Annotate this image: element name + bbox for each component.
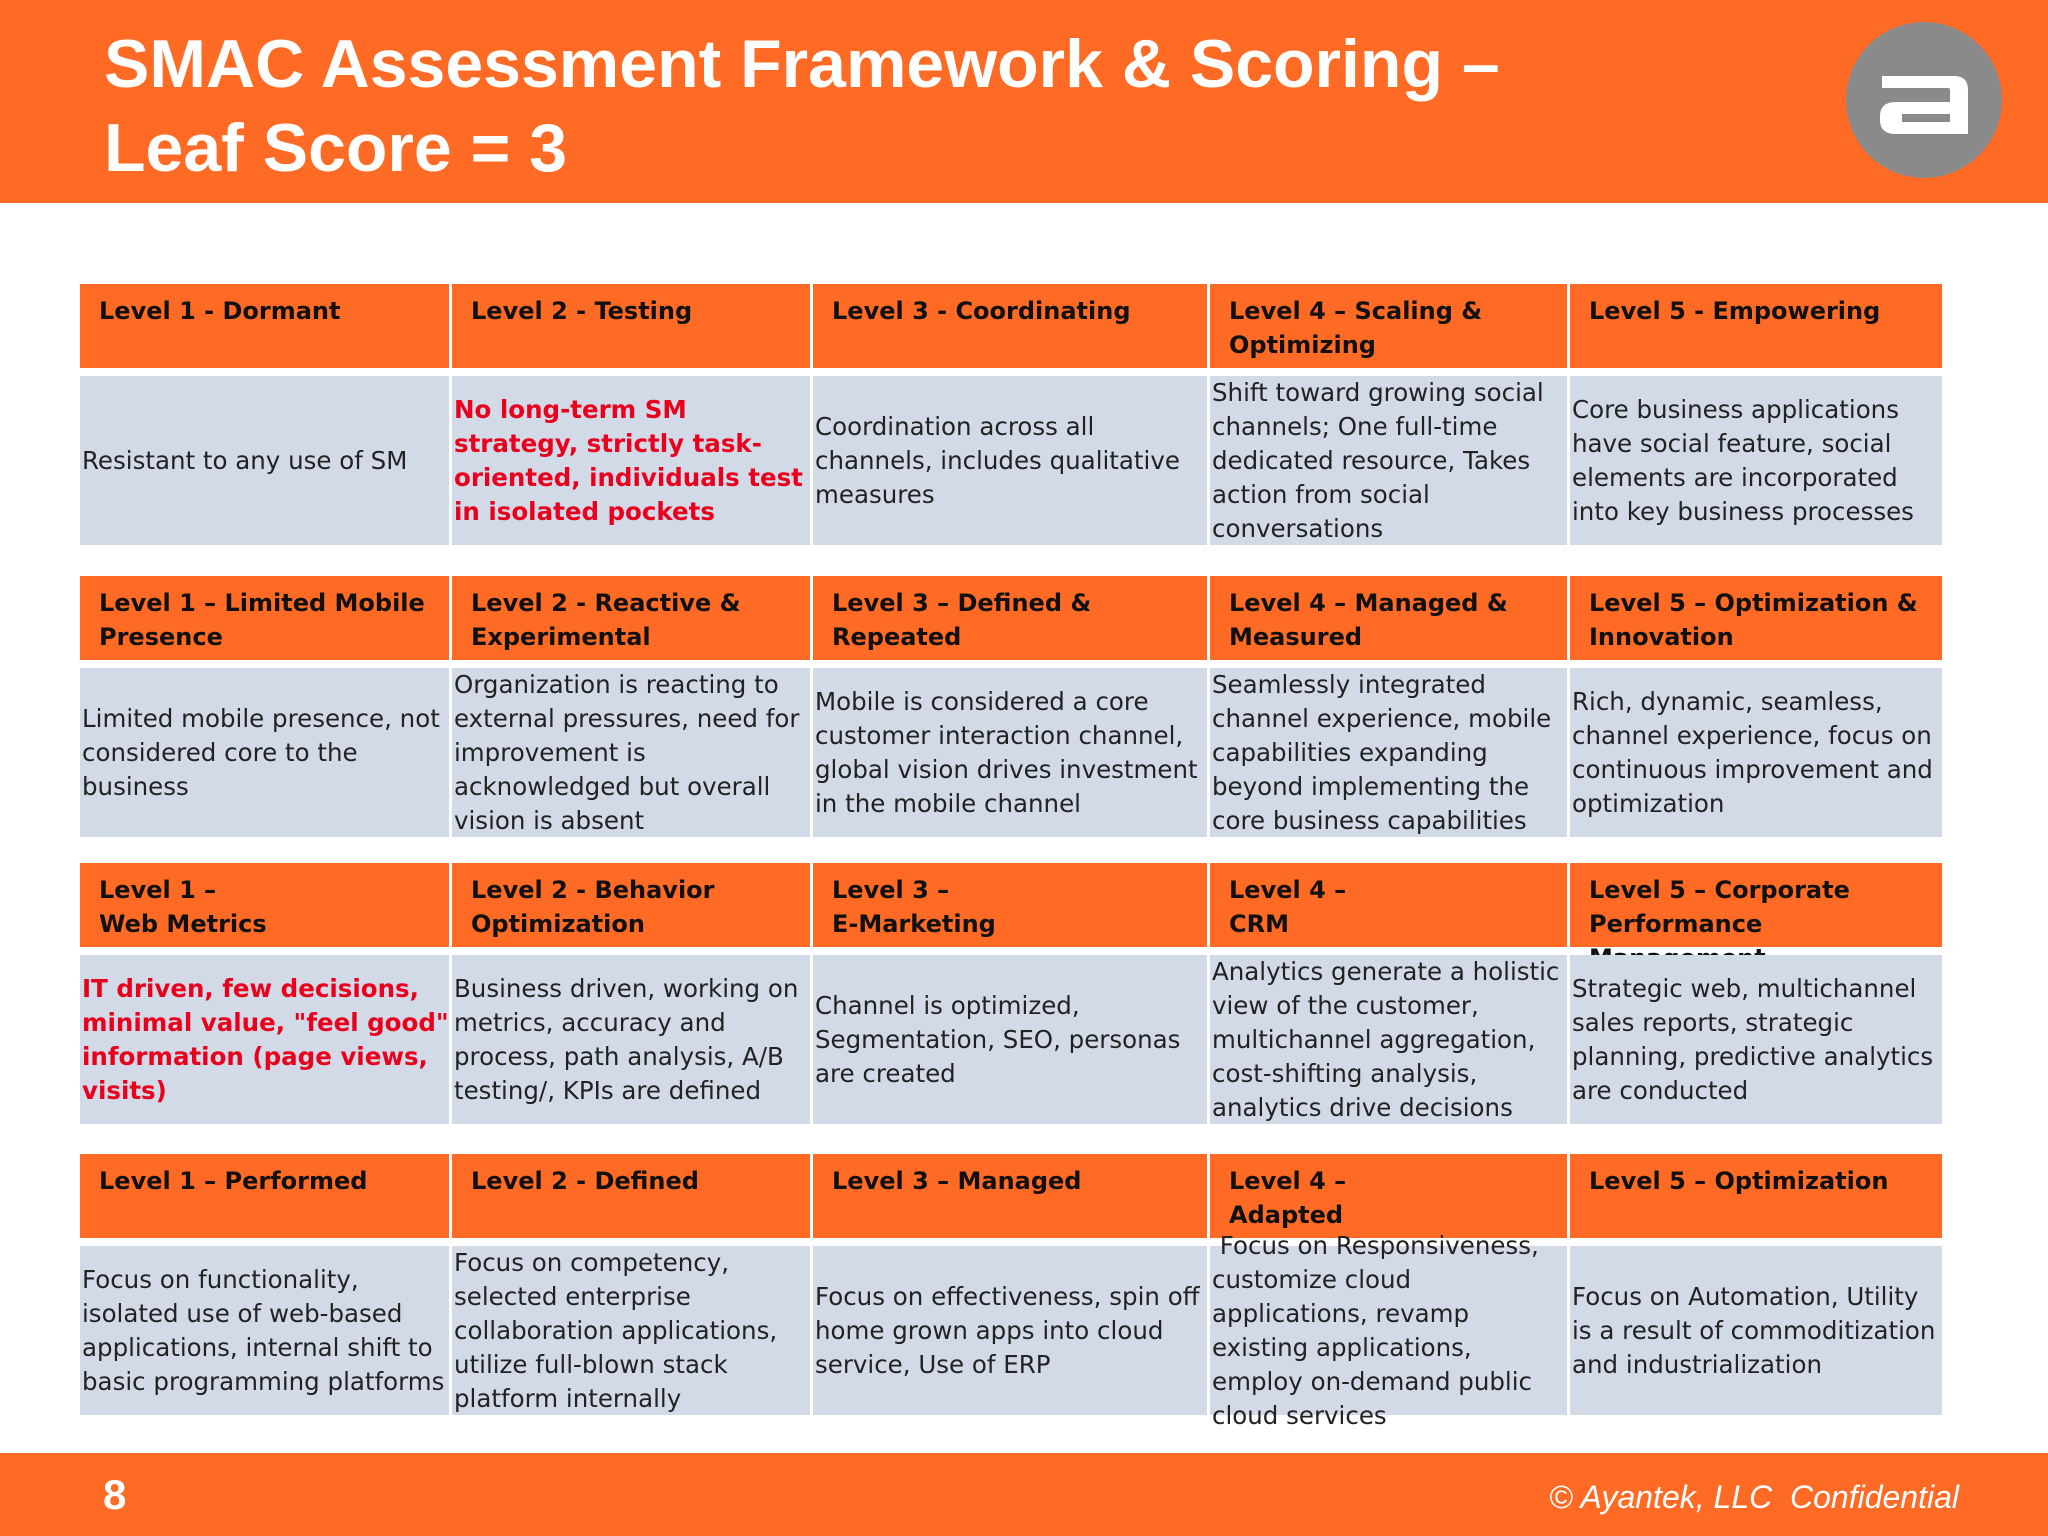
header-cell: Level 5 - Empowering xyxy=(1570,284,1942,368)
description-text: Business driven, working on metrics, accuracy and process, path analysis, A/B testing/, KPIs are defined xyxy=(454,973,799,1105)
header-line-1: Level 5 – Corporate xyxy=(1589,876,1850,904)
description-text: Channel is optimized, Segmentation, SEO, personas are created xyxy=(815,990,1181,1088)
header-cell: Level 3 – Managed xyxy=(813,1154,1210,1238)
copyright-notice: © Ayantek, LLC Confidential xyxy=(1549,1479,1959,1515)
description-cell xyxy=(813,1246,1210,1415)
description-cell xyxy=(1570,1246,1942,1415)
description-text: Focus on Automation, Utility is a result of commoditization and industrialization xyxy=(1572,1281,1936,1379)
slide-header xyxy=(0,0,2048,203)
description-text: Core business applications have social feature, social elements are incorporated into key business processes xyxy=(1572,394,1914,526)
header-cell xyxy=(80,863,452,947)
ayantek-a-logo-icon xyxy=(1846,22,2002,178)
level-description-row-mobile xyxy=(80,668,1942,837)
description-text: Focus on competency, selected enterprise collaboration applications, utilize full-blown stack platform internally xyxy=(454,1247,778,1413)
header-line-2: Optimization xyxy=(471,910,645,938)
description-cell xyxy=(452,1246,813,1415)
section-gap xyxy=(80,1124,1942,1154)
description-text: Organization is reacting to external pressures, need for improvement is acknowledged but overall vision is absent xyxy=(454,669,800,835)
slide-title-line-1: SMAC Assessment Framework & Scoring – xyxy=(104,26,1500,102)
header-cell: Level 5 – Optimization xyxy=(1570,1154,1942,1238)
level-header-row-analytics xyxy=(80,863,1942,947)
level-header-row-social xyxy=(80,284,1942,368)
header-cell: Level 2 - Defined xyxy=(452,1154,813,1238)
description-text: Rich, dynamic, seamless, channel experience, focus on continuous improvement and optimization xyxy=(1572,686,1933,818)
header-cell xyxy=(1210,863,1570,947)
header-cell xyxy=(813,863,1210,947)
header-cell: Level 4 – Scaling & Optimizing xyxy=(1210,284,1570,368)
slide-footer xyxy=(0,1453,2048,1536)
description-cell xyxy=(452,955,813,1124)
header-cell xyxy=(1210,1154,1570,1238)
header-cell: Level 3 – Defined & Repeated xyxy=(813,576,1210,660)
header-line-1: Level 4 – xyxy=(1229,876,1347,904)
description-text: Mobile is considered a core customer interaction channel, global vision drives investment in the mobile channel xyxy=(815,686,1198,818)
header-cell: Level 1 - Dormant xyxy=(80,284,452,368)
description-text: Coordination across all channels, includes qualitative measures xyxy=(815,411,1180,509)
header-cell: Level 4 – Managed & Measured xyxy=(1210,576,1570,660)
description-text: No long-term SM strategy, strictly task-oriented, individuals test in isolated pockets xyxy=(454,394,803,526)
description-text: Focus on functionality, isolated use of web-based applications, internal shift to basic programming platforms xyxy=(82,1264,445,1396)
description-text: Strategic web, multichannel sales reports, strategic planning, predictive analytics are conducted xyxy=(1572,973,1934,1105)
header-cell: Level 1 – Performed xyxy=(80,1154,452,1238)
description-cell xyxy=(813,668,1210,837)
description-text: Resistant to any use of SM xyxy=(82,445,408,475)
header-line-1: Level 4 – xyxy=(1229,1167,1347,1195)
description-cell-highlighted xyxy=(80,955,452,1124)
description-cell xyxy=(1210,668,1570,837)
section-gap xyxy=(80,837,1942,863)
header-cell: Level 2 - Reactive & Experimental xyxy=(452,576,813,660)
header-line-2: Web Metrics xyxy=(99,910,267,938)
description-cell xyxy=(1210,376,1570,545)
level-description-row-analytics xyxy=(80,955,1942,1124)
description-text: Focus on Responsiveness, customize cloud applications, revamp existing applications, employ on-demand public cloud services xyxy=(1212,1230,1547,1430)
slide-title-line-2: Leaf Score = 3 xyxy=(104,110,568,186)
description-cell xyxy=(1210,955,1570,1124)
description-cell xyxy=(80,376,452,545)
description-text: Shift toward growing social channels; One full-time dedicated resource, Takes action from social conversations xyxy=(1212,377,1544,543)
description-cell xyxy=(452,668,813,837)
level-header-row-cloud xyxy=(80,1154,1942,1238)
header-line-2: E-Marketing xyxy=(832,910,996,938)
header-line-2: CRM xyxy=(1229,910,1289,938)
description-text: IT driven, few decisions, minimal value, "feel good" information (page views, visits) xyxy=(82,973,449,1105)
header-cell: Level 5 – Optimization & Innovation xyxy=(1570,576,1942,660)
header-line-2: Adapted xyxy=(1229,1201,1344,1229)
header-cell: Level 1 – Limited Mobile Presence xyxy=(80,576,452,660)
header-line-2: Performance xyxy=(1589,910,1763,938)
page-number: 8 xyxy=(103,1471,127,1518)
description-cell xyxy=(80,668,452,837)
section-gap xyxy=(80,545,1942,576)
description-text: Limited mobile presence, not considered core to the business xyxy=(82,703,440,801)
description-cell xyxy=(813,376,1210,545)
header-line-1: Level 2 - Behavior xyxy=(471,876,715,904)
description-cell xyxy=(1570,668,1942,837)
description-text: Focus on effectiveness, spin off home grown apps into cloud service, Use of ERP xyxy=(815,1281,1200,1379)
header-cell: Level 3 - Coordinating xyxy=(813,284,1210,368)
description-cell xyxy=(813,955,1210,1124)
description-cell-highlighted xyxy=(452,376,813,545)
logo-glyph xyxy=(1846,22,2002,178)
description-text: Analytics generate a holistic view of the customer, multichannel aggregation, cost-shifting analysis, analytics drive decisions xyxy=(1212,956,1560,1122)
description-cell xyxy=(1210,1230,1570,1430)
header-cell xyxy=(452,863,813,947)
level-description-row-cloud xyxy=(80,1230,1942,1430)
level-header-row-mobile xyxy=(80,576,1942,660)
header-line-1: Level 1 – xyxy=(99,876,217,904)
description-cell xyxy=(80,1246,452,1415)
header-cell: Level 2 - Testing xyxy=(452,284,813,368)
header-cell xyxy=(1570,863,1942,947)
description-cell xyxy=(1570,376,1942,545)
description-text: Seamlessly integrated channel experience, mobile capabilities expanding beyond implementing the core business capabilities xyxy=(1212,669,1552,835)
level-description-row-social xyxy=(80,376,1942,545)
description-cell xyxy=(1570,955,1942,1124)
slide-title xyxy=(104,22,1804,190)
assessment-grid xyxy=(80,284,1942,1430)
header-line-1: Level 3 – xyxy=(832,876,950,904)
